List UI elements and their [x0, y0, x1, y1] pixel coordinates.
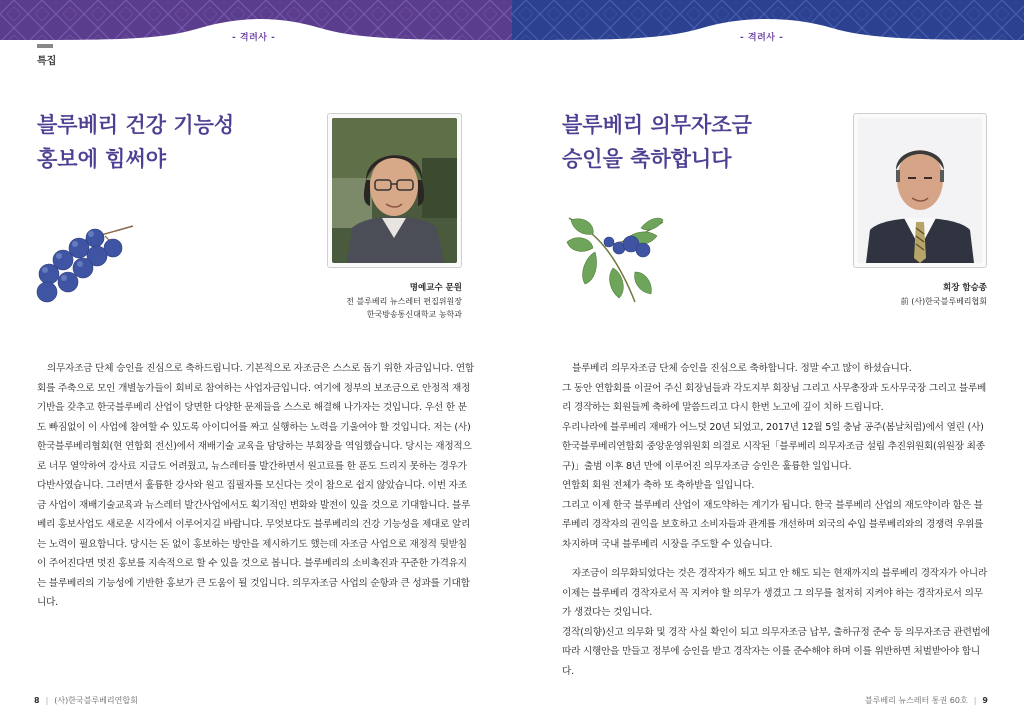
paragraph: 자조금이 의무화되었다는 것은 경작자가 해도 되고 안 해도 되는 현재까지의 블루베리 경작자가 아니라 이제는 블루베리 경작자로서 꼭 지켜야 할 의무가 생겼고 그 의무를 철저히 지켜야 하는 경작자로서 의무가 생겼다는 것입니다. — [562, 568, 988, 618]
portrait-photo-icon — [858, 118, 982, 263]
author-caption-right — [901, 282, 987, 308]
section-tab-left: - 격려사 - — [232, 33, 276, 43]
article-body-right — [562, 359, 990, 681]
page-number-right: 9 — [982, 696, 988, 705]
blueberry-cluster-icon — [35, 222, 140, 304]
footer-publication-title: 블루베리 뉴스레터 통권 60호 — [864, 696, 968, 705]
author-name-right: 회장 함승종 — [942, 283, 987, 293]
section-marker-bar — [37, 44, 53, 48]
headline-left-line-1: 블루베리 건강 기능성 — [37, 113, 235, 137]
paragraph: 그 동안 연합회를 이끌어 주신 회장님들과 각도지부 회장님 그리고 사무총장과 도사무국장 그리고 블루베리 경작하는 회원들께 축하에 말씀드리고 다시 한번 노고에 깊이 치하 드립니다. — [562, 382, 987, 413]
footer-left — [34, 695, 138, 706]
paragraph: 블루베리 의무자조금 단체 승인을 진심으로 축하합니다. 정말 수고 많이 하셨습니다. — [572, 363, 912, 374]
author-caption-left — [346, 282, 462, 321]
author-title-left-2: 한국방송통신대학교 농학과 — [366, 310, 462, 319]
headline-right — [562, 108, 752, 176]
footer-right — [865, 695, 988, 706]
portrait-photo-icon — [332, 118, 457, 263]
headline-right-line-1: 블루베리 의무자조금 — [562, 113, 752, 137]
article-body-left — [37, 359, 474, 613]
footer-separator: | — [973, 696, 977, 705]
paragraph: 그리고 이제 한국 블루베리 산업이 재도약하는 계기가 됩니다. 한국 블루베리 산업의 재도약이라 함은 블루베리 경작자의 권익을 보호하고 소비자들과 관계를 개선하며 외국의 수입 블루베리와의 경쟁력 우위를 차지하며 국내 블루베리 시장을 주도할 수 있습니다. — [562, 499, 984, 550]
footer-org: (사)한국블루베리연합회 — [54, 696, 138, 705]
section-tab-right: - 격려사 - — [740, 33, 784, 43]
author-title-left-1: 전 블루베리 뉴스레터 편집위원장 — [346, 297, 462, 306]
headline-left-line-2: 홍보에 힘써야 — [37, 147, 167, 171]
paragraph: 경작(의향)신고 의무화 및 경작 사실 확인이 되고 의무자조금 납부, 출하규정 준수 등 의무자조금 관련법에 따라 시행안을 만들고 정부에 승인을 받고 경작자는 이를 준수해야 하며 이를 위반하면 처벌받아야 합니다. — [562, 626, 990, 677]
headline-right-line-2: 승인을 축하합니다 — [562, 147, 732, 171]
paragraph: 의무자조금 단체 승인을 진심으로 축하드립니다. 기본적으로 자조금은 스스로 돕기 위한 자금입니다. 연합회를 주축으로 모인 개별농가들이 회비로 참여하는 사업자금입니다. 여기에 정부의 보조금으로 안정적 재정기반을 갖추고 한국블루베리 산업이 당면한 다양한 문제들을 스스로 해결해 나가자는 것입니다. 우선 한 분도 빠짐없이 이 사업에 참여할 수 있도록 아이디어를 짜고 실행하는 노력을 기울여야 할 것입니다. 저는 (사)한국블루베리협회(현 연합회 전신)에서 재배기술 교육을 담당하는 부회장을 역임했습니다. 당시는 재정적으로 너무 열악하여 강사료 지급도 어려웠고, 뉴스레터를 발간하면서 원고료를 한 푼도 드리지 못하는 경우가 다반사였습니다. 그러면서 훌륭한 강사와 원고 집필자를 모신다는 것이 참으로 쉽지 않았습니다. 이번 자조금 사업이 재배기술교육과 뉴스레터 발간사업에서도 획기적인 변화와 발전이 있을 것으로 기대합니다. 블루베리 홍보사업도 새로운 시각에서 이루어지길 바랍니다. 무엇보다도 블루베리의 건강 기능성을 제대로 알리는 노력이 필요합니다. 당시는 돈 없이 홍보하는 방안을 제시하기도 했는데 자조금 사업으로 재정적 뒷받침이 주어진다면 멋진 홍보를 지속적으로 할 수 있을 것으로 봅니다. 블루베리의 소비촉진과 꾸준한 가격유지는 블루베리의 기능성에 기반한 홍보가 큰 도움이 될 것입니다. 의무자조금 사업의 순항과 큰 성과를 기대합니다. — [37, 363, 474, 608]
headline-left — [37, 108, 234, 176]
section-label: 특집 — [37, 56, 57, 67]
page-number-left: 8 — [34, 696, 40, 705]
author-name-left: 명예교수 문원 — [409, 283, 462, 293]
author-title-right: 前 (사)한국블루베리협회 — [900, 297, 987, 306]
blueberry-leaf-branch-icon — [565, 212, 665, 304]
author-photo-left — [327, 113, 462, 268]
paragraph: 우리나라에 블루베리 재배가 어느덧 20년 되었고, 2017년 12월 5일 충남 공주(봄날처럼)에서 열린 (사)한국블루베리연합회 중앙운영위원회 의결로 시작된「블루베리 의무자조금 설립 추진위원회(위원장 최종구)」출범 이후 8년 만에 이루어진 의무자조금 승인은 훌륭한 일입니다. — [562, 421, 985, 472]
footer-separator: | — [45, 696, 49, 705]
author-photo-right — [853, 113, 987, 268]
paragraph: 연합회 회원 전체가 축하 또 축하받을 일입니다. — [562, 480, 755, 491]
